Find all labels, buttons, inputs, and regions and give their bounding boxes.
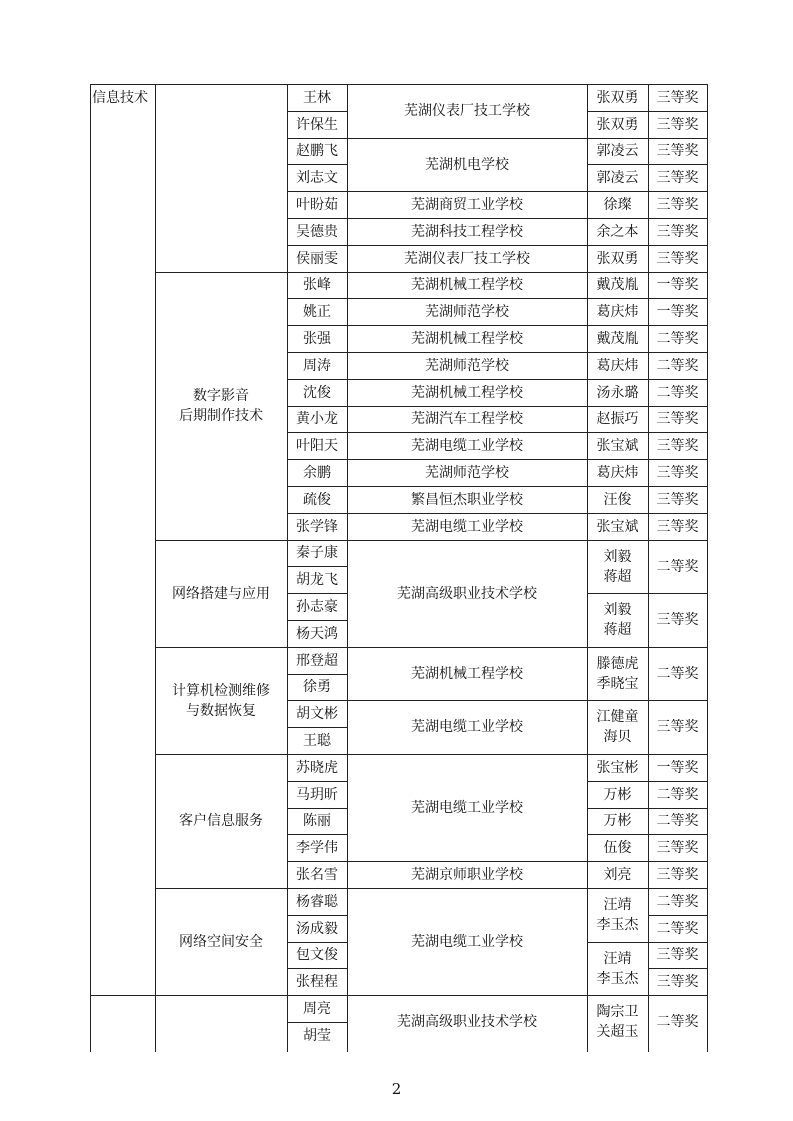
teacher-name: 张双勇 <box>596 89 639 106</box>
competition-name: 计算机检测维修 与数据恢复 <box>172 682 270 719</box>
award-level: 二等奖 <box>656 384 699 401</box>
student-name: 叶阳天 <box>296 437 338 454</box>
teacher-name: 张宝斌 <box>596 437 639 454</box>
student-name: 侯丽雯 <box>296 250 338 267</box>
award-level: 三等奖 <box>656 719 699 735</box>
school-name: 芜湖师范学校 <box>425 303 509 320</box>
school-name: 芜湖高级职业技术学校 <box>397 585 537 602</box>
competition-name: 网络搭建与应用 <box>172 585 270 602</box>
award-level: 三等奖 <box>656 196 699 213</box>
student-name: 赵鹏飞 <box>296 143 338 159</box>
competition-name: 数字影音 后期制作技术 <box>179 388 263 424</box>
student-name: 胡文彬 <box>296 705 338 722</box>
school-name: 芜湖商贸工业学校 <box>411 196 523 213</box>
school-name: 芜湖仪表厂技工学校 <box>404 103 530 119</box>
award-level: 三等奖 <box>656 143 699 159</box>
award-level: 二等奖 <box>656 665 699 682</box>
student-name: 黄小龙 <box>296 411 338 427</box>
student-name: 马玥昕 <box>296 786 338 803</box>
award-level: 三等奖 <box>656 491 699 508</box>
student-name: 胡龙飞 <box>296 571 338 588</box>
award-level: 三等奖 <box>656 464 699 481</box>
award-level: 三等奖 <box>656 89 699 106</box>
award-level: 三等奖 <box>656 866 699 883</box>
teacher-name: 张宝彬 <box>596 759 639 776</box>
student-name: 汤成毅 <box>296 920 338 937</box>
student-name: 王林 <box>303 89 331 106</box>
teacher-name: 张双勇 <box>596 250 639 267</box>
school-name: 芜湖电缆工业学校 <box>411 437 523 454</box>
page-number: 2 <box>391 1080 402 1098</box>
award-level: 三等奖 <box>656 116 699 133</box>
award-level: 三等奖 <box>656 250 699 267</box>
table-rule <box>90 84 91 1052</box>
student-name: 刘志文 <box>296 169 338 186</box>
school-name: 芜湖电缆工业学校 <box>411 799 523 816</box>
teacher-name: 汪靖 李玉杰 <box>596 897 639 933</box>
student-name: 吴德贵 <box>296 223 338 240</box>
student-name: 周涛 <box>303 357 331 374</box>
school-name: 芜湖师范学校 <box>425 464 509 481</box>
school-name: 芜湖汽车工程学校 <box>411 411 523 427</box>
student-name: 疏俊 <box>303 491 331 508</box>
school-name: 繁昌恒杰职业学校 <box>411 491 523 508</box>
school-name: 芜湖机电学校 <box>425 156 509 173</box>
student-name: 李学伟 <box>296 839 338 856</box>
school-name: 芜湖京师职业学校 <box>411 866 523 883</box>
award-level: 三等奖 <box>656 169 699 186</box>
student-name: 张程程 <box>296 973 338 990</box>
teacher-name: 葛庆炜 <box>596 303 639 320</box>
teacher-name: 余之本 <box>596 223 639 240</box>
teacher-name: 伍俊 <box>603 839 632 856</box>
award-level: 三等奖 <box>656 839 699 856</box>
student-name: 张名雪 <box>296 866 338 883</box>
award-level: 一等奖 <box>656 277 699 293</box>
award-level: 三等奖 <box>656 947 699 963</box>
student-name: 邢登超 <box>296 652 338 669</box>
teacher-name: 郭凌云 <box>596 143 639 159</box>
category-label: 信息技术 <box>92 90 148 106</box>
student-name: 王聪 <box>303 732 331 749</box>
student-name: 杨睿聪 <box>296 893 338 910</box>
teacher-name: 汤永璐 <box>596 384 639 401</box>
school-name: 芜湖机械工程学校 <box>411 277 523 293</box>
student-name: 张学锋 <box>296 518 338 535</box>
teacher-name: 戴茂胤 <box>596 277 639 293</box>
teacher-name: 刘毅 蒋超 <box>603 548 632 585</box>
award-level: 三等奖 <box>656 437 699 454</box>
teacher-name: 徐璨 <box>603 196 632 213</box>
school-name: 芜湖师范学校 <box>425 357 509 374</box>
teacher-name: 葛庆炜 <box>596 464 639 481</box>
table-rule <box>707 84 708 1052</box>
student-name: 包文俊 <box>296 947 338 963</box>
student-name: 许保生 <box>296 116 338 133</box>
competition-name <box>155 84 287 272</box>
teacher-name: 张双勇 <box>596 116 639 133</box>
school-name: 芜湖高级职业技术学校 <box>397 1014 537 1030</box>
student-name: 苏晓虎 <box>296 759 338 776</box>
student-name: 张强 <box>303 330 331 347</box>
teacher-name: 郭凌云 <box>596 169 639 186</box>
award-level: 三等奖 <box>656 612 699 628</box>
student-name: 胡莹 <box>303 1027 331 1044</box>
competition-name <box>155 995 287 1049</box>
award-level: 二等奖 <box>656 357 699 374</box>
teacher-name: 汪靖 李玉杰 <box>596 950 639 987</box>
school-name: 芜湖电缆工业学校 <box>411 719 523 735</box>
school-name: 芜湖科技工程学校 <box>411 223 523 240</box>
student-name: 秦子康 <box>296 545 338 561</box>
school-name: 芜湖机械工程学校 <box>411 330 523 347</box>
award-level: 二等奖 <box>656 1014 699 1030</box>
award-level: 二等奖 <box>656 920 699 937</box>
award-level: 二等奖 <box>656 558 699 575</box>
teacher-name: 赵振巧 <box>596 411 639 427</box>
school-name: 芜湖仪表厂技工学校 <box>404 250 530 267</box>
award-level: 三等奖 <box>656 223 699 240</box>
teacher-name: 戴茂胤 <box>596 330 639 347</box>
school-name: 芜湖电缆工业学校 <box>411 518 523 535</box>
student-name: 孙志豪 <box>296 598 338 615</box>
student-name: 徐勇 <box>303 679 331 695</box>
competition-name: 网络空间安全 <box>179 933 263 950</box>
teacher-name: 刘毅 蒋超 <box>603 602 632 638</box>
school-name: 芜湖机械工程学校 <box>411 665 523 682</box>
student-name: 姚正 <box>303 303 331 320</box>
teacher-name: 陶宗卫 关超玉 <box>596 1004 639 1040</box>
award-level: 一等奖 <box>656 759 699 776</box>
student-name: 杨天鸿 <box>296 625 338 642</box>
student-name: 叶盼茹 <box>296 196 338 213</box>
table-rule <box>90 995 156 996</box>
award-level: 三等奖 <box>656 973 699 990</box>
student-name: 余鹏 <box>303 464 331 481</box>
teacher-name: 万彬 <box>603 813 632 829</box>
student-name: 陈丽 <box>303 813 331 829</box>
student-name: 周亮 <box>303 1000 331 1017</box>
award-level: 二等奖 <box>656 893 699 910</box>
award-level: 三等奖 <box>656 518 699 535</box>
teacher-name: 葛庆炜 <box>596 357 639 374</box>
teacher-name: 江健童 海贝 <box>596 709 639 745</box>
school-name: 芜湖机械工程学校 <box>411 384 523 401</box>
competition-name: 客户信息服务 <box>179 813 263 829</box>
teacher-name: 刘亮 <box>603 866 632 883</box>
award-level: 二等奖 <box>656 786 699 803</box>
student-name: 张峰 <box>303 277 331 293</box>
award-level: 二等奖 <box>656 330 699 347</box>
award-level: 二等奖 <box>656 813 699 829</box>
award-level: 一等奖 <box>656 303 699 320</box>
teacher-name: 万彬 <box>603 786 632 803</box>
student-name: 沈俊 <box>303 384 331 401</box>
teacher-name: 张宝斌 <box>596 518 639 535</box>
award-level: 三等奖 <box>656 411 699 427</box>
teacher-name: 滕德虎 季晓宝 <box>596 655 639 692</box>
teacher-name: 汪俊 <box>603 491 632 508</box>
school-name: 芜湖电缆工业学校 <box>411 933 523 950</box>
